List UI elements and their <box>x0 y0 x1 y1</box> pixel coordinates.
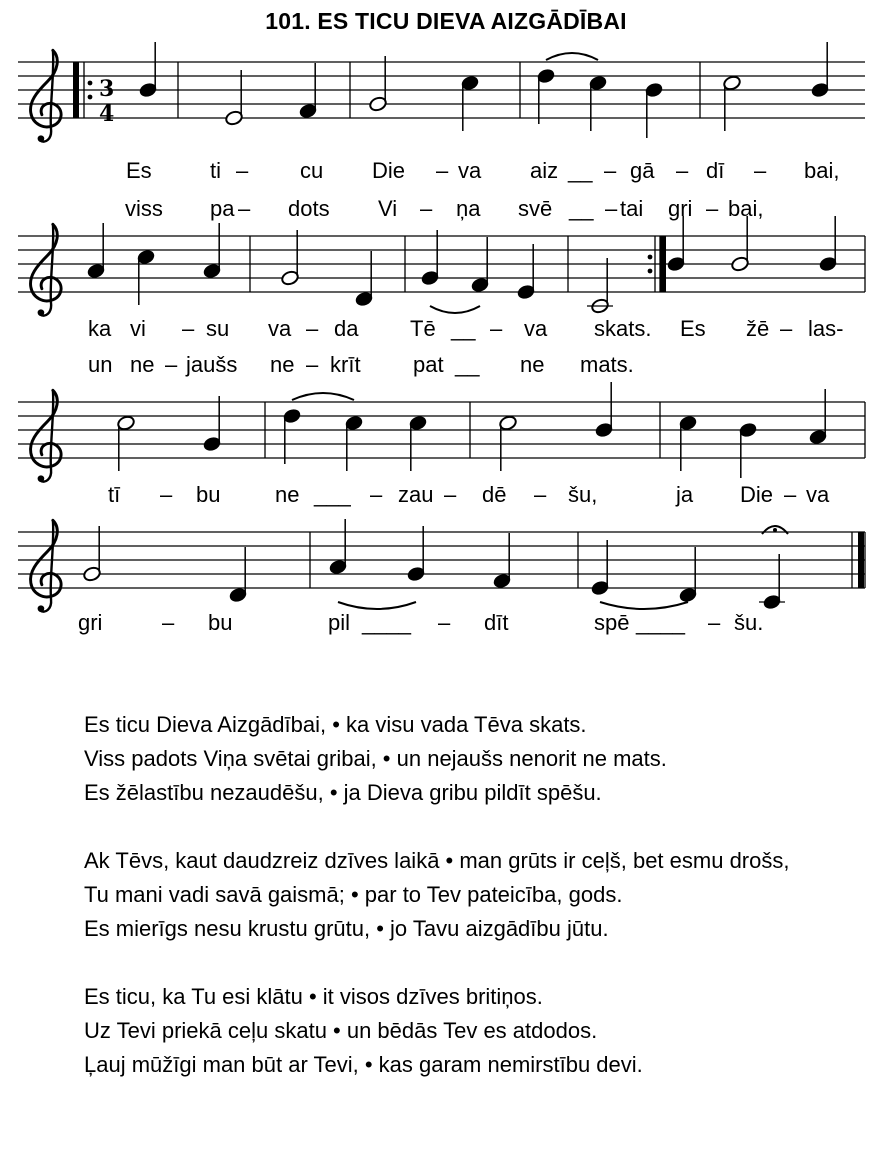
lyric-syllable: bai, <box>804 158 840 183</box>
lyric-syllable: ____ <box>636 610 685 635</box>
treble-clef <box>31 520 62 612</box>
lyric-syllable: mats. <box>580 352 634 377</box>
lyric-syllable: dī <box>706 158 725 183</box>
lyric-syllable: dots <box>288 196 330 221</box>
lyric-syllable: las- <box>808 316 844 341</box>
lyric-syllable: – <box>444 482 457 507</box>
lyric-syllable: tai <box>620 196 644 221</box>
lyric-syllable: – <box>162 610 175 635</box>
lyric-syllable: – <box>676 158 689 183</box>
lyric-syllable: skats. <box>594 316 652 341</box>
lyric-syllable: – <box>780 316 793 341</box>
repeat-dot <box>88 95 93 100</box>
stanza-line: Ļauj mūžīgi man būt ar Tevi, • kas garam nemirstību devi. <box>84 1052 643 1077</box>
staff-system-3 <box>18 382 865 482</box>
staff-system-1 <box>18 42 865 142</box>
lyric-syllable: ne <box>130 352 155 377</box>
lyrics-layer <box>78 76 843 635</box>
lyric-syllable: __ <box>569 196 594 221</box>
lyric-syllable: Die <box>372 158 406 183</box>
lyric-syllable: aiz <box>530 158 559 183</box>
lyric-syllable: va <box>268 316 292 341</box>
lyric-syllable: cu <box>300 158 324 183</box>
lyric-syllable: dē <box>482 482 507 507</box>
lyric-syllable: zau <box>398 482 434 507</box>
lyric-syllable: ne <box>275 482 300 507</box>
lyric-syllable: pil <box>328 610 351 635</box>
lyric-syllable: – <box>306 352 319 377</box>
stanza-line: Tu mani vadi savā gaismā; • par to Tev pateicība, gods. <box>84 882 623 907</box>
lyric-syllable: viss <box>125 196 163 221</box>
lyric-syllable: ja <box>676 482 694 507</box>
stanza-line: Es ticu Dieva Aizgādībai, • ka visu vada Tēva skats. <box>84 712 587 737</box>
repeat-dot <box>88 81 93 86</box>
lyric-syllable: – <box>438 610 451 635</box>
lyric-syllable: va <box>524 316 548 341</box>
lyric-syllable: – <box>706 196 719 221</box>
lyric-syllable: pat <box>413 352 444 377</box>
lyric-syllable: __ <box>455 352 480 377</box>
lyric-syllable: – <box>604 158 617 183</box>
lyric-syllable: – <box>238 196 251 221</box>
lyric-syllable: ti <box>210 158 221 183</box>
lyric-syllable: šu. <box>734 610 764 635</box>
lyric-syllable: žē <box>746 316 770 341</box>
lyric-syllable: – <box>160 482 173 507</box>
lyric-syllable: bu <box>208 610 233 635</box>
stanza-line: Es ticu, ka Tu esi klātu • it visos dzīves britiņos. <box>84 984 543 1009</box>
repeat-thick-bar <box>73 62 79 118</box>
hymn-title: 101. ES TICU DIEVA AIZGĀDĪBAI <box>265 8 627 34</box>
stanza-line: Ak Tēvs, kaut daudzreiz dzīves laikā • man grūts ir ceļš, bet esmu drošs, <box>84 848 790 873</box>
lyric-syllable: pa <box>210 196 235 221</box>
lyric-syllable: gri <box>668 196 693 221</box>
lyric-syllable: krīt <box>330 352 361 377</box>
lyric-syllable: šu, <box>568 482 598 507</box>
fermata-dot <box>773 528 777 532</box>
stanza <box>84 708 874 810</box>
lyric-syllable: Die <box>740 482 774 507</box>
lyric-syllable: – <box>534 482 547 507</box>
lyric-syllable: gā <box>630 158 655 183</box>
lyric-syllable: – <box>754 158 767 183</box>
repeat-dot <box>648 255 653 260</box>
lyric-syllable: gri <box>78 610 103 635</box>
slur <box>338 602 416 609</box>
lyric-syllable: ka <box>88 316 112 341</box>
slur <box>546 53 598 60</box>
lyric-syllable: su <box>206 316 230 341</box>
stanza-line: Viss padots Viņa svētai gribai, • un nejaušs nenorit ne mats. <box>84 746 667 771</box>
lyric-syllable: ___ <box>314 482 351 507</box>
stanza-line: Es žēlastību nezaudēšu, • ja Dieva gribu pildīt spēšu. <box>84 780 602 805</box>
final-thick-bar <box>858 532 864 588</box>
lyric-syllable: – <box>605 196 618 221</box>
lyric-syllable: ____ <box>362 610 411 635</box>
treble-clef <box>31 224 62 316</box>
lyric-syllable: va <box>806 482 830 507</box>
lyric-syllable: – <box>420 196 433 221</box>
time-signature-numerator: 3 <box>99 76 115 102</box>
lyric-syllable: ņa <box>456 196 481 221</box>
lyric-syllable: Vi <box>378 196 398 221</box>
lyric-syllable: dīt <box>484 610 509 635</box>
lyric-syllable: un <box>88 352 113 377</box>
repeat-thick-bar <box>660 236 666 292</box>
lyric-syllable: tī <box>108 482 121 507</box>
staff-system-2 <box>18 216 865 316</box>
lyric-syllable: – <box>370 482 383 507</box>
lyric-syllable: – <box>306 316 319 341</box>
lyric-syllable: ne <box>270 352 295 377</box>
lyric-syllable: – <box>708 610 721 635</box>
treble-clef <box>31 50 62 142</box>
slur <box>430 306 480 313</box>
lyric-syllable: – <box>490 316 503 341</box>
lyric-syllable: vi <box>130 316 146 341</box>
lyric-syllable: – <box>165 352 178 377</box>
lyric-syllable: – <box>436 158 449 183</box>
lyric-syllable: da <box>334 316 359 341</box>
time-signature-denominator: 4 <box>99 101 115 127</box>
stanza-line: Es mierīgs nesu krustu grūtu, • jo Tavu aizgādību jūtu. <box>84 916 609 941</box>
lyric-syllable: bu <box>196 482 221 507</box>
hymn-stanzas <box>84 708 874 1116</box>
lyric-syllable: spē <box>594 610 630 635</box>
lyric-syllable: __ <box>451 316 476 341</box>
stanza <box>84 844 874 946</box>
lyric-syllable: – <box>236 158 249 183</box>
lyric-syllable: jaušs <box>186 352 238 377</box>
treble-clef <box>31 390 62 482</box>
lyric-syllable: svē <box>518 196 553 221</box>
stanza <box>84 980 874 1082</box>
staff-system-4 <box>18 519 865 612</box>
slur <box>292 393 354 400</box>
lyric-syllable: – <box>182 316 195 341</box>
lyric-syllable: bai, <box>728 196 764 221</box>
lyric-syllable: Es <box>126 158 152 183</box>
lyric-syllable: Tē <box>410 316 436 341</box>
lyric-syllable: ne <box>520 352 545 377</box>
lyric-syllable: Es <box>680 316 706 341</box>
slur <box>600 602 688 609</box>
lyric-syllable: va <box>458 158 482 183</box>
repeat-dot <box>648 269 653 274</box>
lyric-syllable: – <box>784 482 797 507</box>
lyric-syllable: __ <box>568 158 593 183</box>
stanza-line: Uz Tevi priekā ceļu skatu • un bēdās Tev es atdodos. <box>84 1018 598 1043</box>
